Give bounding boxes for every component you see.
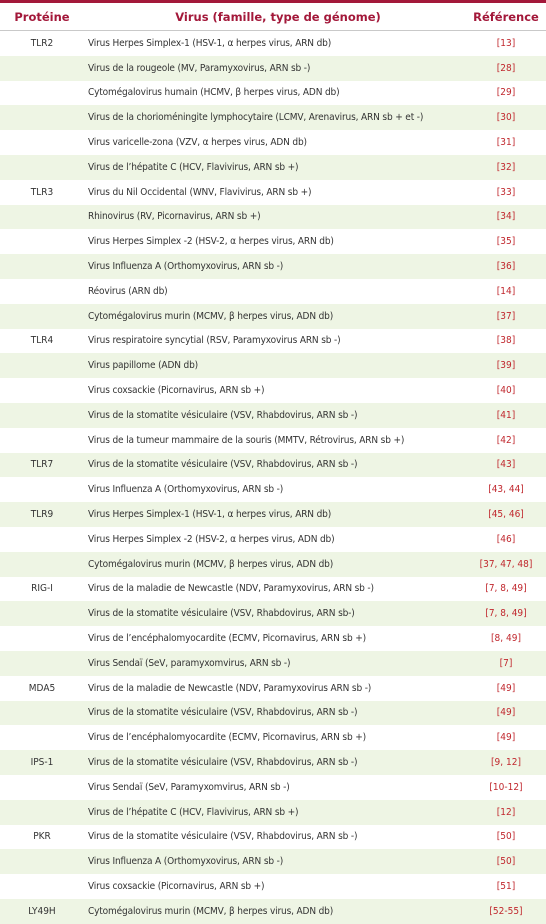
virus-cell: Virus de l’hépatite C (HCV, Flavivirus, ARN sb +) (84, 800, 466, 825)
virus-cell: Virus de l’encéphalomyocardite (ECMV, Picornavirus, ARN sb +) (88, 633, 366, 645)
virus-cell: Virus de la maladie de Newcastle (NDV, Paramyxovirus ARN sb -) (88, 682, 372, 694)
reference-cell: [33] (496, 186, 516, 198)
protein-cell: TLR7 (0, 453, 84, 478)
reference-cell: [30] (466, 105, 546, 130)
virus-cell: Virus respiratoire syncytial (RSV, Paramyxovirus ARN sb -) (88, 335, 341, 347)
table-row (0, 56, 546, 81)
table-row (0, 775, 546, 800)
protein-cell (0, 552, 84, 577)
reference-cell: [49] (466, 701, 546, 726)
protein-cell (0, 626, 84, 651)
virus-cell: Virus Herpes Simplex -2 (HSV-2, α herpes virus, ARN db) (88, 236, 334, 248)
protein-cell (0, 81, 84, 106)
protein-cell (0, 725, 84, 750)
protein-cell (0, 403, 84, 428)
table-row (0, 651, 546, 676)
reference-cell: [34] (466, 205, 546, 230)
reference-cell: [42] (496, 434, 516, 446)
protein-cell (0, 155, 84, 180)
reference-cell: [38] (496, 335, 516, 347)
virus-cell: Virus Influenza A (Orthomyxovirus, ARN sb -) (84, 254, 466, 279)
table-row (0, 527, 546, 552)
virus-cell: Virus de la stomatite vésiculaire (VSV, Rhabdovirus, ARN sb -) (84, 701, 466, 726)
table-row (0, 205, 546, 230)
reference-cell: [43, 44] (488, 484, 524, 496)
reference-cell: [9, 12] (466, 750, 546, 775)
protein-cell (0, 701, 84, 726)
table-row (0, 874, 546, 899)
table-row (0, 800, 546, 825)
virus-cell: Virus Sendaï (SeV, paramyxomvirus, ARN sb -) (84, 651, 466, 676)
header-virus: Virus (famille, type de génome) (84, 3, 466, 31)
table-row (0, 31, 546, 56)
reference-cell: [7] (466, 651, 546, 676)
table-row (0, 304, 546, 329)
table-row (0, 477, 546, 502)
protein-cell (0, 130, 84, 155)
protein-cell (0, 353, 84, 378)
virus-cell: Virus Influenza A (Orthomyxovirus, ARN sb -) (88, 484, 284, 496)
header-reference: Référence (466, 3, 546, 31)
virus-cell: Rhinovirus (RV, Picornavirus, ARN sb +) (84, 205, 466, 230)
reference-cell: [39] (466, 353, 546, 378)
reference-cell: [37, 47, 48] (466, 552, 546, 577)
protein-cell (0, 304, 84, 329)
virus-cell: Virus Herpes Simplex-1 (HSV-1, α herpes virus, ARN db) (84, 502, 466, 527)
table-row (0, 279, 546, 304)
table-row (0, 750, 546, 775)
virus-cell: Virus papillome (ADN db) (84, 353, 466, 378)
protein-cell: TLR2 (30, 37, 54, 49)
reference-cell: [12] (466, 800, 546, 825)
reference-cell: [52-55] (466, 899, 546, 924)
reference-cell: [31] (496, 137, 516, 149)
virus-cell: Cytomégalovirus murin (MCMV, β herpes virus, ADN db) (84, 899, 466, 924)
reference-cell: [40] (496, 385, 516, 397)
table-row (0, 701, 546, 726)
reference-cell: [7, 8, 49] (485, 583, 527, 595)
table-row (0, 155, 546, 180)
protein-cell (0, 849, 84, 874)
protein-cell: PKR (33, 831, 51, 843)
virus-cell: Virus de la stomatite vésiculaire (VSV, Rhabdovirus, ARN sb -) (88, 831, 358, 843)
protein-cell (0, 527, 84, 552)
protein-cell (0, 105, 84, 130)
virus-cell: Réovirus (ARN db) (88, 285, 168, 297)
table-row (0, 378, 546, 403)
protein-cell: IPS-1 (0, 750, 84, 775)
table-header-row (0, 3, 546, 31)
reference-cell: [35] (496, 236, 516, 248)
table-row (0, 403, 546, 428)
table-row (0, 130, 546, 155)
protein-cell (0, 601, 84, 626)
table-row (0, 229, 546, 254)
reference-cell: [36] (466, 254, 546, 279)
virus-cell: Cytomégalovirus murin (MCMV, β herpes virus, ADN db) (84, 304, 466, 329)
table-row (0, 825, 546, 850)
virus-cell: Virus de la stomatite vésiculaire (VSV, Rhabdovirus, ARN sb -) (84, 453, 466, 478)
virus-sensor-table (0, 3, 546, 924)
table-row (0, 725, 546, 750)
virus-cell: Virus de l’encéphalomyocardite (ECMV, Picornavirus, ARN sb +) (88, 732, 366, 744)
virus-cell: Virus Herpes Simplex-1 (HSV-1, α herpes virus, ARN db) (88, 37, 332, 49)
protein-cell (0, 205, 84, 230)
protein-cell (0, 254, 84, 279)
reference-cell: [7, 8, 49] (466, 601, 546, 626)
virus-cell: Virus de la stomatite vésiculaire (VSV, Rhabdovirus, ARN sb-) (84, 601, 466, 626)
table-row (0, 353, 546, 378)
virus-cell: Virus de la tumeur mammaire de la souris (MMTV, Rétrovirus, ARN sb +) (88, 434, 405, 446)
protein-cell (0, 279, 84, 304)
reference-cell: [50] (496, 831, 516, 843)
table-row (0, 428, 546, 453)
protein-cell (0, 775, 84, 800)
protein-cell (0, 378, 84, 403)
virus-cell: Virus Sendaï (SeV, Paramyxomvirus, ARN sb -) (88, 781, 290, 793)
protein-cell: TLR9 (0, 502, 84, 527)
virus-cell: Virus de la stomatite vésiculaire (VSV, Rhabdovirus, ARN sb -) (84, 750, 466, 775)
protein-cell (0, 229, 84, 254)
table-body (0, 31, 546, 924)
protein-cell: TLR3 (30, 186, 54, 198)
table-row (0, 676, 546, 701)
protein-cell: MDA5 (28, 682, 56, 694)
header-protein: Protéine (0, 3, 84, 31)
virus-cell: Virus du Nil Occidental (WNV, Flavivirus, ARN sb +) (88, 186, 312, 198)
reference-cell: [13] (496, 37, 516, 49)
table-row (0, 453, 546, 478)
protein-cell (0, 874, 84, 899)
protein-cell (0, 428, 84, 453)
reference-cell: [37] (466, 304, 546, 329)
protein-cell (0, 477, 84, 502)
virus-cell: Cytomégalovirus murin (MCMV, β herpes virus, ADN db) (84, 552, 466, 577)
reference-cell: [10-12] (489, 781, 523, 793)
virus-cell: Virus de la rougeole (MV, Paramyxovirus, ARN sb -) (84, 56, 466, 81)
table-row (0, 329, 546, 354)
reference-cell: [29] (496, 87, 516, 99)
table-row (0, 626, 546, 651)
reference-cell: [46] (496, 533, 516, 545)
virus-cell: Virus varicelle-zona (VZV, α herpes virus, ADN db) (88, 137, 307, 149)
table-row (0, 180, 546, 205)
table-row (0, 577, 546, 602)
virus-cell: Virus Herpes Simplex -2 (HSV-2, α herpes virus, ADN db) (88, 533, 335, 545)
table-row (0, 254, 546, 279)
virus-cell: Virus de la maladie de Newcastle (NDV, Paramyxovirus, ARN sb -) (88, 583, 374, 595)
virus-cell: Virus de la stomatite vésiculaire (VSV, Rhabdovirus, ARN sb -) (84, 403, 466, 428)
protein-cell (0, 651, 84, 676)
reference-cell: [45, 46] (466, 502, 546, 527)
virus-cell: Virus de la chorioméningite lymphocytaire (LCMV, Arenavirus, ARN sb + et -) (84, 105, 466, 130)
protein-cell: TLR4 (30, 335, 54, 347)
reference-cell: [28] (466, 56, 546, 81)
table-row (0, 601, 546, 626)
reference-cell: [49] (496, 682, 516, 694)
protein-cell: LY49H (0, 899, 84, 924)
virus-cell: Virus coxsackie (Picornavirus, ARN sb +) (88, 385, 265, 397)
reference-cell: [14] (496, 285, 516, 297)
reference-cell: [8, 49] (491, 633, 521, 645)
table-row (0, 105, 546, 130)
table-row (0, 552, 546, 577)
table-row (0, 502, 546, 527)
protein-cell: RIG-I (31, 583, 53, 595)
table-row (0, 899, 546, 924)
reference-cell: [41] (466, 403, 546, 428)
reference-cell: [43] (466, 453, 546, 478)
virus-cell: Cytomégalovirus humain (HCMV, β herpes virus, ADN db) (88, 87, 340, 99)
virus-cell: Virus coxsackie (Picornavirus, ARN sb +) (88, 880, 265, 892)
protein-cell (0, 800, 84, 825)
reference-cell: [51] (496, 880, 516, 892)
reference-cell: [49] (496, 732, 516, 744)
reference-cell: [32] (466, 155, 546, 180)
reference-cell: [50] (466, 849, 546, 874)
protein-cell (0, 56, 84, 81)
table-row (0, 81, 546, 106)
virus-cell: Virus Influenza A (Orthomyxovirus, ARN sb -) (84, 849, 466, 874)
virus-cell: Virus de l’hépatite C (HCV, Flavivirus, ARN sb +) (84, 155, 466, 180)
table-row (0, 849, 546, 874)
